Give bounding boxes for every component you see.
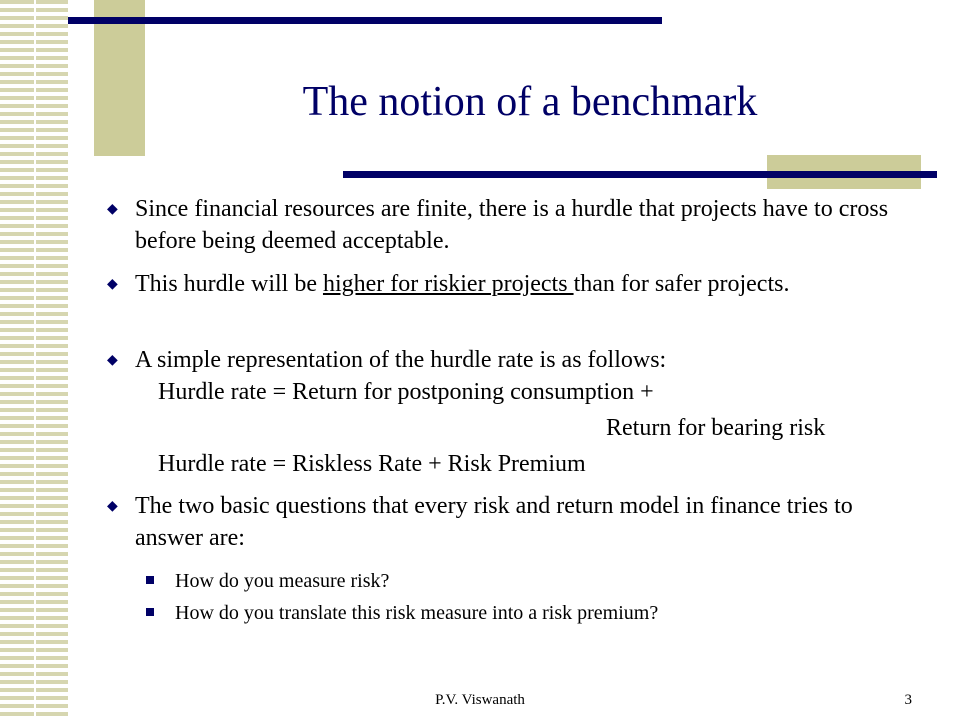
sub-bullet-translate-risk [146,600,906,626]
bullet-text: Since financial resources are finite, there is a hurdle that projects have to cross before being deemed acceptable. [135,196,889,254]
top-accent-bar [68,17,662,24]
sub-bullet-measure-risk [146,568,906,594]
square-bullet-icon [146,576,154,584]
equation-line-1: Hurdle rate = Return for postponing consumption + [158,379,654,405]
sub-bullet-text: How do you measure risk? [175,570,390,592]
underlined-phrase: higher for riskier projects [322,271,574,297]
diamond-bullet-icon: ◆ [107,353,118,368]
bullet-text-after: than for safer projects. [573,271,790,297]
footer-author: P.V. Viswanath [435,692,525,708]
bullet-hurdle-higher [100,268,910,300]
bullet-representation [100,344,910,376]
square-bullet-icon [146,608,154,616]
left-stripe-decoration [0,0,68,720]
bullet-text: The two basic questions that every risk and return model in finance tries to answer are: [135,493,853,551]
diamond-bullet-icon: ◆ [107,202,118,217]
equation-riskless-premium: Hurdle rate = Riskless Rate + Risk Premium [158,451,586,477]
bullet-text [135,268,910,300]
diamond-bullet-icon: ◆ [107,277,118,292]
diamond-bullet-icon: ◆ [107,499,118,514]
page-number: 3 [904,692,912,708]
bullet-two-questions [100,490,910,554]
sub-bullet-text: How do you translate this risk measure into a risk premium? [175,602,659,624]
equation-line-2: Return for bearing risk [606,415,826,441]
middle-accent-bar [343,171,937,178]
bullet-text: A simple representation of the hurdle rate is as follows: [135,347,667,373]
bullet-finite-resources [100,193,910,257]
slide-title: The notion of a benchmark [302,79,758,125]
bullet-text-before: This hurdle will be [135,271,323,297]
